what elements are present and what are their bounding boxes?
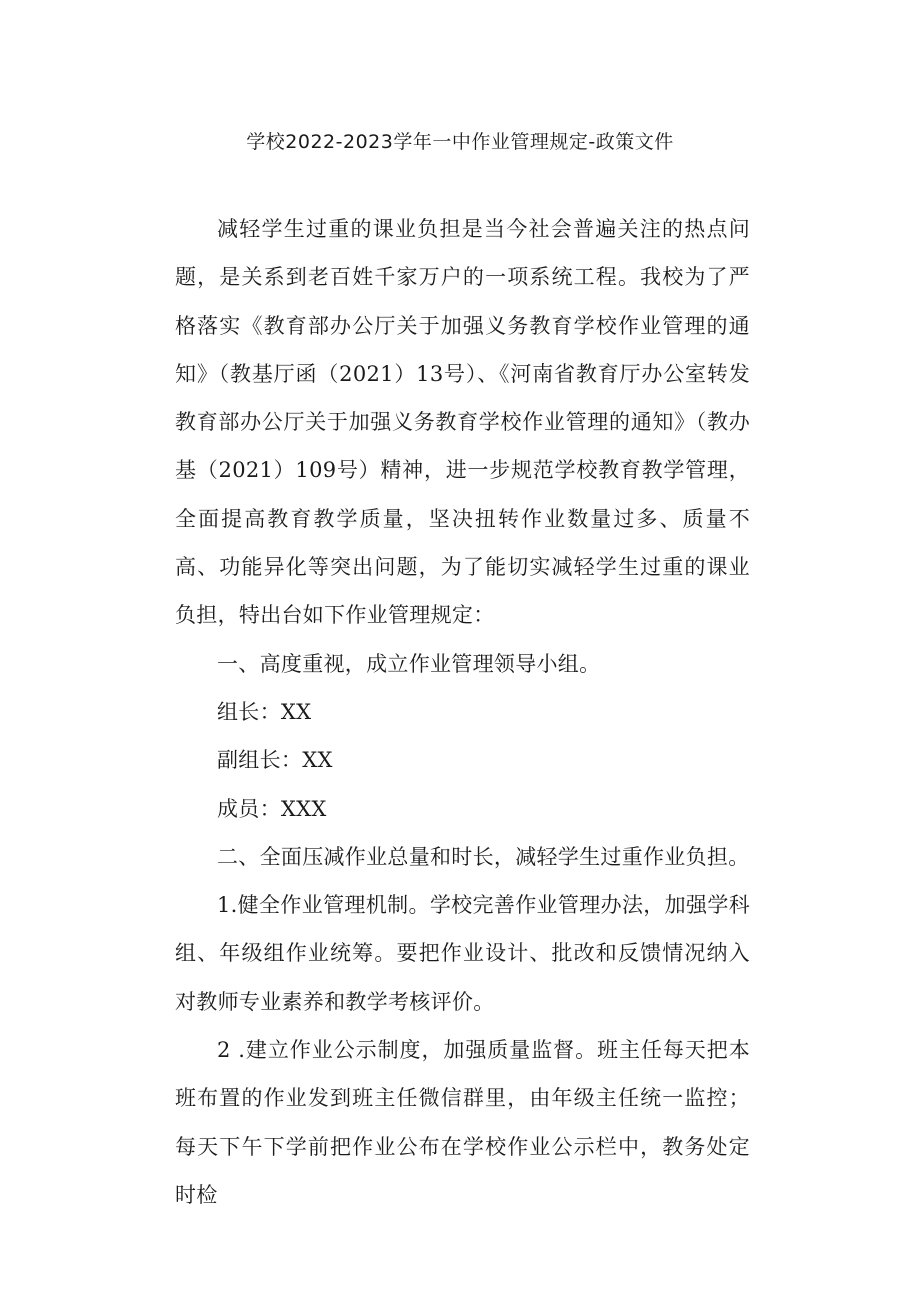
paragraph-item-2: 2 .建立作业公示制度，加强质量监督。班主任每天把本班布置的作业发到班主任微信群里，由年级主任统一监控；每天下午下学前把作业公布在学校作业公示栏中，教务处定时检 xyxy=(175,1038,750,1207)
deputy-leader-line: 副组长：XX xyxy=(217,748,333,773)
document-title: 学校2022-2023学年一中作业管理规定-政策文件 xyxy=(246,131,674,153)
paragraph-intro: 减轻学生过重的课业负担是当今社会普遍关注的热点问题，是关系到老百姓千家万户的一项系统工程。我校为了严格落实《教育部办公厅关于加强义务教育学校作业管理的通知》（教基厅函（2021）13号）、《河南省教育厅办公室转发教育部办公厅关于加强义务教育学校作业管理的通知》（教办基（2021）109号）精神，进一步规范学校教育教学管理，全面提高教育教学质量，坚决扭转作业数量过多、质量不高、功能异化等突出问题，为了能切实减轻学生过重的课业负担，特出台如下作业管理规定： xyxy=(175,217,750,628)
document-body xyxy=(175,205,750,1219)
leader-line: 组长：XX xyxy=(217,699,312,724)
members-line: 成员：XXX xyxy=(217,796,327,821)
section-heading-1: 一、高度重视，成立作业管理领导小组。 xyxy=(217,651,601,676)
paragraph-item-1: 1.健全作业管理机制。学校完善作业管理办法，加强学科组、年级组作业统筹。要把作业设计、批改和反馈情况纳入对教师专业素养和教学考核评价。 xyxy=(175,893,750,1014)
section-heading-2: 二、全面压减作业总量和时长，减轻学生过重作业负担。 xyxy=(217,844,750,869)
